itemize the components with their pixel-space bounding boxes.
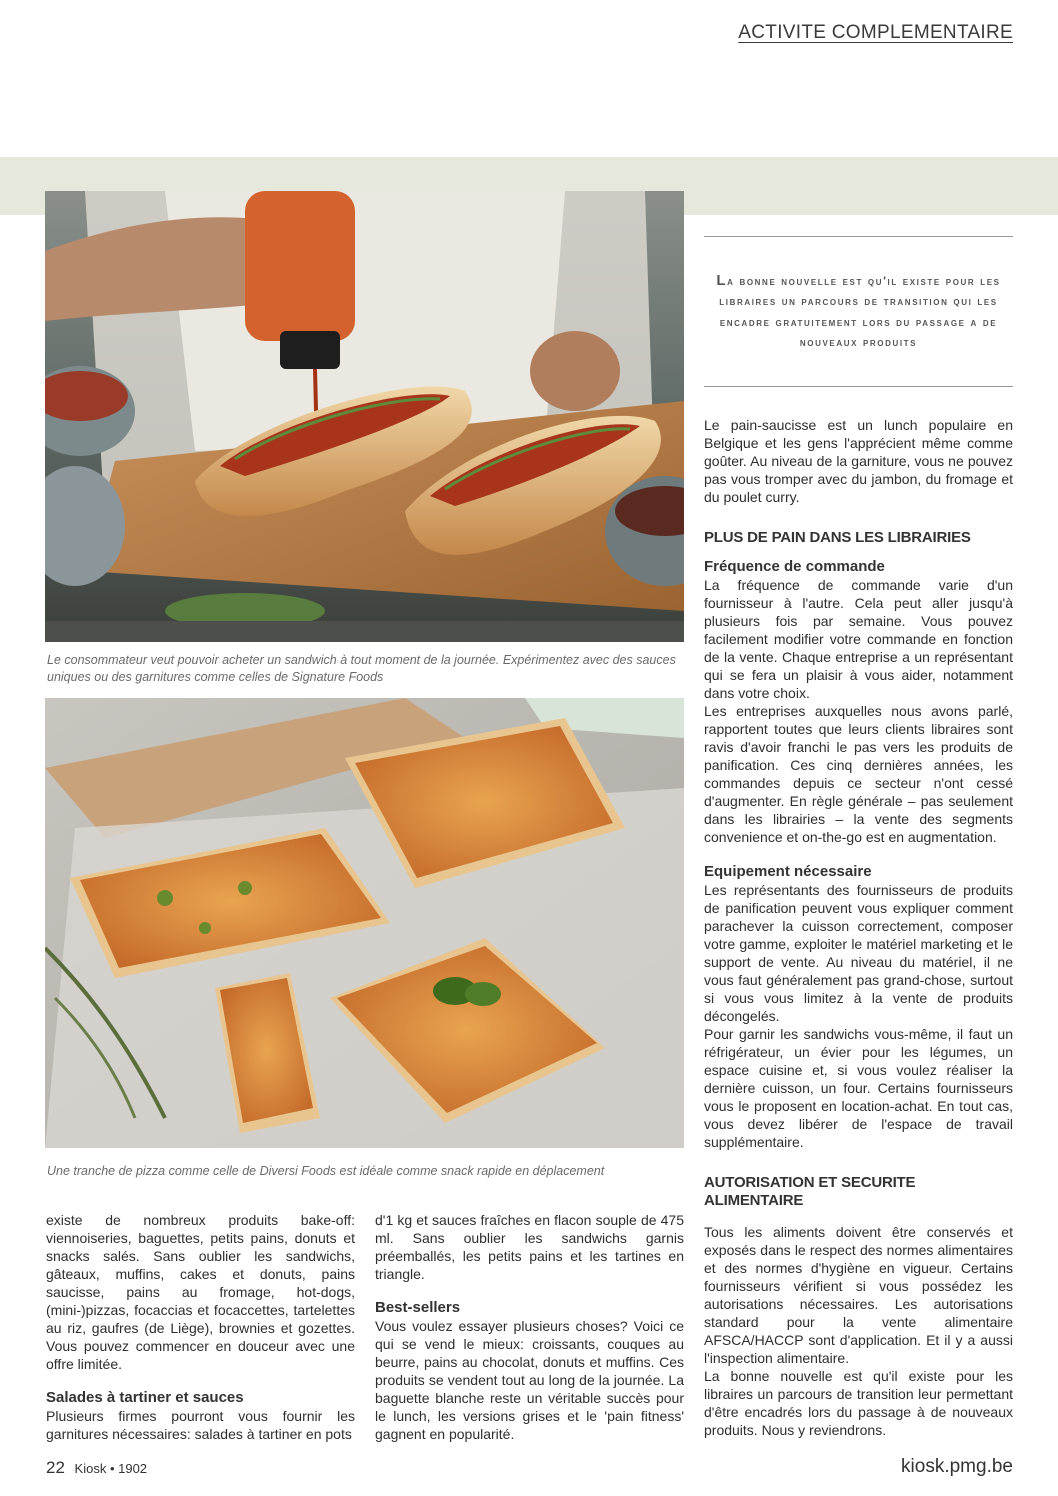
heading-frequence: Fréquence de commande <box>704 558 885 575</box>
page-number: 22 <box>46 1458 65 1477</box>
frequence-paragraph-1: La fréquence de commande varie d'un fournisseur à l'autre. Cela peut aller jusqu'à plusieurs fois par semaine. Vous pouvez facilement modifier votre commande en fonction de la vente. Chaque entreprise a un représentant qui se fera un plaisir à vous aider, notamment dans votre choix. <box>704 577 1013 701</box>
photo-caption-2: Une tranche de pizza comme celle de Diversi Foods est idéale comme snack rapide en déplacement <box>47 1164 605 1178</box>
magazine-issue: Kiosk • 1902 <box>74 1461 148 1476</box>
website-link[interactable]: kiosk.pmg.be <box>901 1456 1013 1477</box>
section-title: ACTIVITE COMPLEMENTAIRE <box>738 22 1013 43</box>
pizza-photo <box>45 698 684 1148</box>
heading-equipement: Equipement nécessaire <box>704 863 872 880</box>
best-sellers-paragraph: Vous voulez essayer plusieurs choses? Voici ce qui se vend le mieux: croissants, couques au beurre, pains au chocolat, donuts et muffins. Ces produits se vendent tout au long de la journée. La baguette blanche reste un véritable succès pour le lunch, les versions grises et le 'pain fitness' gagnent en popularité. <box>375 1318 684 1442</box>
intro-paragraph: Le pain-saucisse est un lunch populaire en Belgique et les gens l'apprécient même comme goûter. Au niveau de la garniture, vous ne pouvez pas vous tromper avec du jambon, du fromage et du poulet curry. <box>704 417 1013 505</box>
pullquote: La bonne nouvelle est qu'il existe pour les libraires un parcours de transition qui les encadre gratuitement lors du passage a de nouveaux produits <box>716 271 1001 349</box>
middle-column <box>375 1211 684 1443</box>
photo-caption-1: Le consommateur veut pouvoir acheter un sandwich à tout moment de la journée. Expérimentez avec des sauces uniques ou des garnitures comme celles de Signature Foods <box>47 653 676 684</box>
autorisation-paragraph-1: Tous les aliments doivent être conservés et exposés dans le respect des normes alimentaires et des normes d'hygiène en vigueur. Certains fournisseurs vérifient si vous possédez les autorisations nécessaires. Les autorisations standard pour la vente alimentaire AFSCA/HACCP sont d'application. Et il y a aussi l'inspection alimentaire. <box>704 1224 1013 1366</box>
footer-left <box>46 1458 147 1478</box>
heading-plus-de-pain: PLUS DE PAIN DANS LES LIBRAIRIES <box>704 529 971 546</box>
hotdog-photo <box>45 191 684 642</box>
equipement-paragraph-2: Pour garnir les sandwichs vous-même, il faut un réfrigérateur, un évier pour les légumes, un espace cuisine et, si vous voulez réaliser la dernière cuisson, un four. Certains fournisseurs vous le proposent en location-achat. En tout cas, vous devez libérer de l'espace de travail supplémentaire. <box>704 1026 1013 1150</box>
sauces-paragraph: d'1 kg et sauces fraîches en flacon souple de 475 ml. Sans oublier les sandwichs garnis préemballés, les petits pains et les tartines en triangle. <box>375 1212 684 1282</box>
equipement-paragraph-1: Les représentants des fournisseurs de produits de panification peuvent vous expliquer comment parachever la cuisson correctement, composer votre gamme, exploiter le matériel marketing et le support de vente. Au niveau du matériel, il ne vous faut généralement pas grand-chose, surtout si vous vous limitez à la vente de produits décongelés. <box>704 882 1013 1024</box>
heading-autorisation: AUTORISATION ET SECURITE ALIMENTAIRE <box>704 1174 916 1209</box>
right-column <box>704 416 1013 1439</box>
left-column <box>46 1211 355 1443</box>
heading-best-sellers: Best-sellers <box>375 1299 461 1316</box>
autorisation-paragraph-2: La bonne nouvelle est qu'il existe pour les libraires un parcours de transition leur permettant d'être encadrés lors du passage à de nouveaux produits. Nous y reviendrons. <box>704 1368 1013 1438</box>
heading-salades: Salades à tartiner et sauces <box>46 1389 244 1406</box>
salades-paragraph: Plusieurs firmes pourront vous fournir les garnitures nécessaires: salades à tartiner en pots <box>46 1408 355 1442</box>
pullquote-box <box>704 236 1013 387</box>
bakeoff-paragraph: existe de nombreux produits bake-off: viennoiseries, baguettes, petits pains, donuts et snacks salés. Sans oublier les sandwichs, gâteaux, muffins, cakes et donuts, pains saucisse, pains au fromage, hot-dogs, (mini-)pizzas, focaccias et focaccettes, tartelettes au riz, gaufres (de Liège), brownies et gozettes. Vous pouvez commencer en douceur avec une offre limitée. <box>46 1212 355 1372</box>
frequence-paragraph-2: Les entreprises auxquelles nous avons parlé, rapportent toutes que leurs clients libraires sont ravis d'avoir franchi le pas vers les produits de panification. Ces cinq dernières années, les commandes depuis ce secteur n'ont cessé d'augmenter. En règle générale – pas seulement dans les librairies – la vente des segments convenience et on-the-go est en augmentation. <box>704 703 1013 845</box>
